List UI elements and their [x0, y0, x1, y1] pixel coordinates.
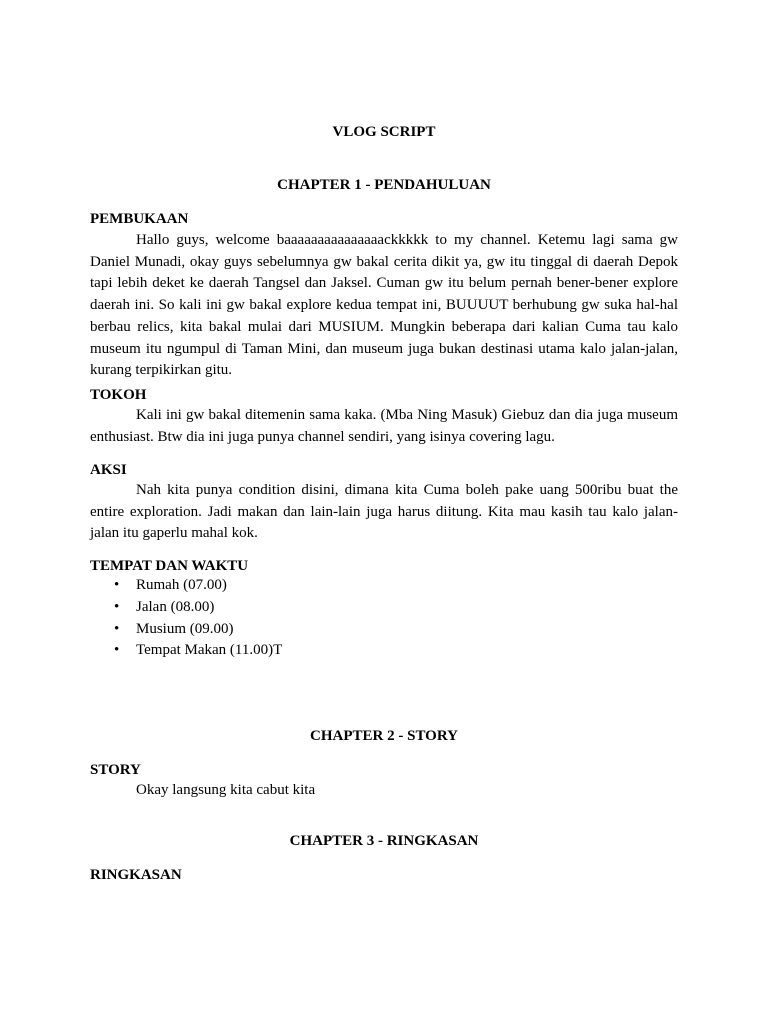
bullet-icon: • [114, 642, 120, 659]
tempat-waktu-heading: TEMPAT DAN WAKTU [90, 558, 249, 574]
list-item [90, 597, 650, 619]
story-paragraph: Okay langsung kita cabut kita [136, 782, 316, 798]
ringkasan-heading: RINGKASAN [90, 867, 182, 883]
pembukaan-paragraph: Hallo guys, welcome baaaaaaaaaaaaaaackkkkk to my channel. Ketemu lagi sama gw Daniel Munadi, okay guys sebelumnya gw bakal cerita dikit ya, gw itu tinggal di daerah Depok tapi lebih deket ke daerah Tangsel dan Jaksel. Cuman gw itu belum pernah bener-bener explore daerah ini. So kali ini gw bakal explore kedua tempat ini, BUUUUT berhubung gw suka hal-hal berbau relics, kita bakal mulai dari MUSIUM. Mungkin beberapa dari kalian Cuma tau kalo museum itu ngumpul di Taman Mini, dan museum juga bukan destinasi utama kalo jalan-jalan, kurang terpikirkan gitu. [90, 232, 678, 379]
tempat-waktu-list [90, 575, 650, 662]
pembukaan-heading: PEMBUKAAN [90, 211, 189, 227]
chapter-1-title: CHAPTER 1 - PENDAHULUAN [277, 177, 491, 193]
list-item [90, 575, 650, 597]
aksi-heading: AKSI [90, 462, 127, 478]
tokoh-heading: TOKOH [90, 387, 147, 403]
bullet-icon: • [114, 598, 120, 615]
story-heading: STORY [90, 762, 141, 778]
chapter-3-title: CHAPTER 3 - RINGKASAN [289, 833, 479, 849]
bullet-icon: • [114, 620, 120, 637]
list-item [90, 619, 650, 641]
document-title: VLOG SCRIPT [332, 124, 436, 140]
list-item-text: Jalan (08.00) [136, 598, 215, 615]
tokoh-paragraph: Kali ini gw bakal ditemenin sama kaka. (Mba Ning Masuk) Giebuz dan dia juga museum enthusiast. Btw dia ini juga punya channel sendiri, yang isinya covering lagu. [90, 407, 678, 445]
chapter-2-title: CHAPTER 2 - STORY [310, 728, 458, 744]
list-item [90, 640, 650, 662]
aksi-paragraph: Nah kita punya condition disini, dimana kita Cuma boleh pake uang 500ribu buat the entire exploration. Jadi makan dan lain-lain juga harus diitung. Kita mau kasih tau kalo jalan-jalan itu gaperlu mahal kok. [90, 482, 678, 542]
list-item-text: Tempat Makan (11.00)T [136, 642, 283, 659]
list-item-text: Rumah (07.00) [136, 577, 227, 593]
bullet-icon: • [114, 577, 120, 593]
list-item-text: Musium (09.00) [136, 620, 234, 637]
